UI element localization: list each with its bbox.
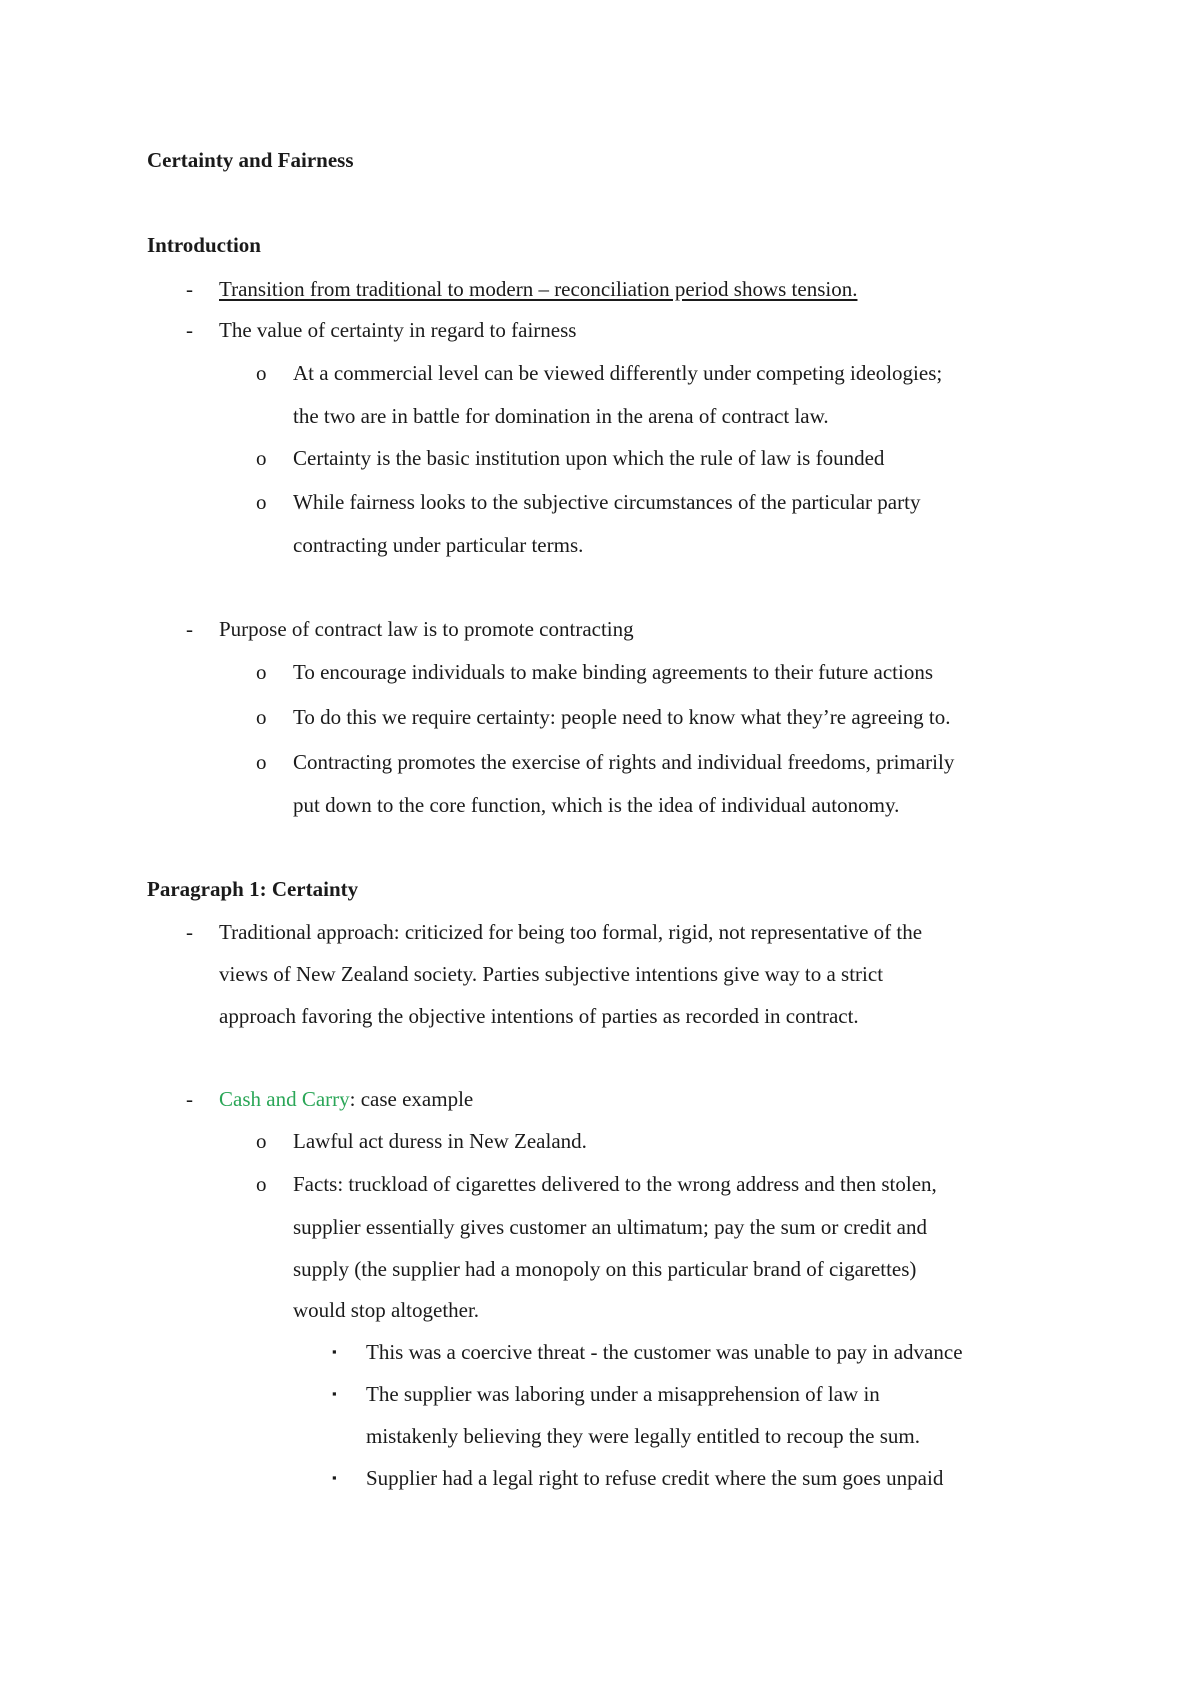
circle-bullet: o bbox=[256, 361, 267, 385]
p1-bullet-1-line-3: approach favoring the objective intentions of parties as recorded in contract. bbox=[219, 1004, 859, 1028]
intro-sub-bullet-6-line-1: Contracting promotes the exercise of rights and individual freedoms, primarily bbox=[293, 750, 955, 774]
case-label: : case example bbox=[349, 1087, 474, 1111]
dash-bullet: - bbox=[186, 920, 193, 944]
intro-sub-bullet-4: To encourage individuals to make binding agreements to their future actions bbox=[293, 660, 934, 684]
circle-bullet: o bbox=[256, 1129, 267, 1153]
square-bullet: ▪ bbox=[332, 1344, 337, 1359]
dash-bullet: - bbox=[186, 617, 193, 641]
square-bullet: ▪ bbox=[332, 1470, 337, 1485]
p1-sub-sub-bullet-2-line-1: The supplier was laboring under a misapprehension of law in bbox=[366, 1382, 880, 1406]
p1-bullet-1-line-2: views of New Zealand society. Parties subjective intentions give way to a strict bbox=[219, 962, 884, 986]
intro-sub-bullet-1-line-1: At a commercial level can be viewed differently under competing ideologies; bbox=[293, 361, 943, 385]
intro-sub-bullet-3-line-1: While fairness looks to the subjective circumstances of the particular party bbox=[293, 490, 921, 514]
square-bullet: ▪ bbox=[332, 1386, 337, 1401]
intro-sub-bullet-6-line-2: put down to the core function, which is the idea of individual autonomy. bbox=[293, 793, 900, 817]
intro-bullet-3: Purpose of contract law is to promote contracting bbox=[219, 617, 634, 641]
p1-bullet-2 bbox=[219, 1087, 473, 1111]
circle-bullet: o bbox=[256, 446, 267, 470]
p1-sub-sub-bullet-2-line-2: mistakenly believing they were legally entitled to recoup the sum. bbox=[366, 1424, 921, 1448]
p1-sub-bullet-1: Lawful act duress in New Zealand. bbox=[293, 1129, 587, 1153]
circle-bullet: o bbox=[256, 660, 267, 684]
dash-bullet: - bbox=[186, 318, 193, 342]
intro-bullet-1: Transition from traditional to modern – reconciliation period shows tension. bbox=[219, 277, 858, 301]
circle-bullet: o bbox=[256, 1172, 267, 1196]
p1-sub-bullet-2-line-1: Facts: truckload of cigarettes delivered to the wrong address and then stolen, bbox=[293, 1172, 937, 1196]
p1-sub-bullet-2-line-4: would stop altogether. bbox=[293, 1298, 480, 1322]
document-title: Certainty and Fairness bbox=[147, 148, 354, 172]
intro-sub-bullet-3-line-2: contracting under particular terms. bbox=[293, 533, 584, 557]
circle-bullet: o bbox=[256, 705, 267, 729]
intro-sub-bullet-5: To do this we require certainty: people need to know what they’re agreeing to. bbox=[293, 705, 951, 729]
intro-sub-bullet-1-line-2: the two are in battle for domination in the arena of contract law. bbox=[293, 404, 829, 428]
p1-sub-sub-bullet-1: This was a coercive threat - the customer was unable to pay in advance bbox=[366, 1340, 963, 1364]
p1-sub-bullet-2-line-3: supply (the supplier had a monopoly on this particular brand of cigarettes) bbox=[293, 1257, 917, 1281]
p1-bullet-1-line-1: Traditional approach: criticized for being too formal, rigid, not representative of the bbox=[219, 920, 923, 944]
intro-bullet-2: The value of certainty in regard to fairness bbox=[219, 318, 577, 342]
circle-bullet: o bbox=[256, 490, 267, 514]
dash-bullet: - bbox=[186, 1087, 193, 1111]
p1-sub-sub-bullet-3: Supplier had a legal right to refuse credit where the sum goes unpaid bbox=[366, 1466, 944, 1490]
case-name: Cash and Carry bbox=[219, 1087, 350, 1111]
p1-sub-bullet-2-line-2: supplier essentially gives customer an ultimatum; pay the sum or credit and bbox=[293, 1215, 927, 1239]
circle-bullet: o bbox=[256, 750, 267, 774]
heading-introduction: Introduction bbox=[147, 233, 261, 257]
dash-bullet: - bbox=[186, 277, 193, 301]
heading-paragraph-1: Paragraph 1: Certainty bbox=[147, 877, 359, 901]
intro-sub-bullet-2: Certainty is the basic institution upon which the rule of law is founded bbox=[293, 446, 885, 470]
